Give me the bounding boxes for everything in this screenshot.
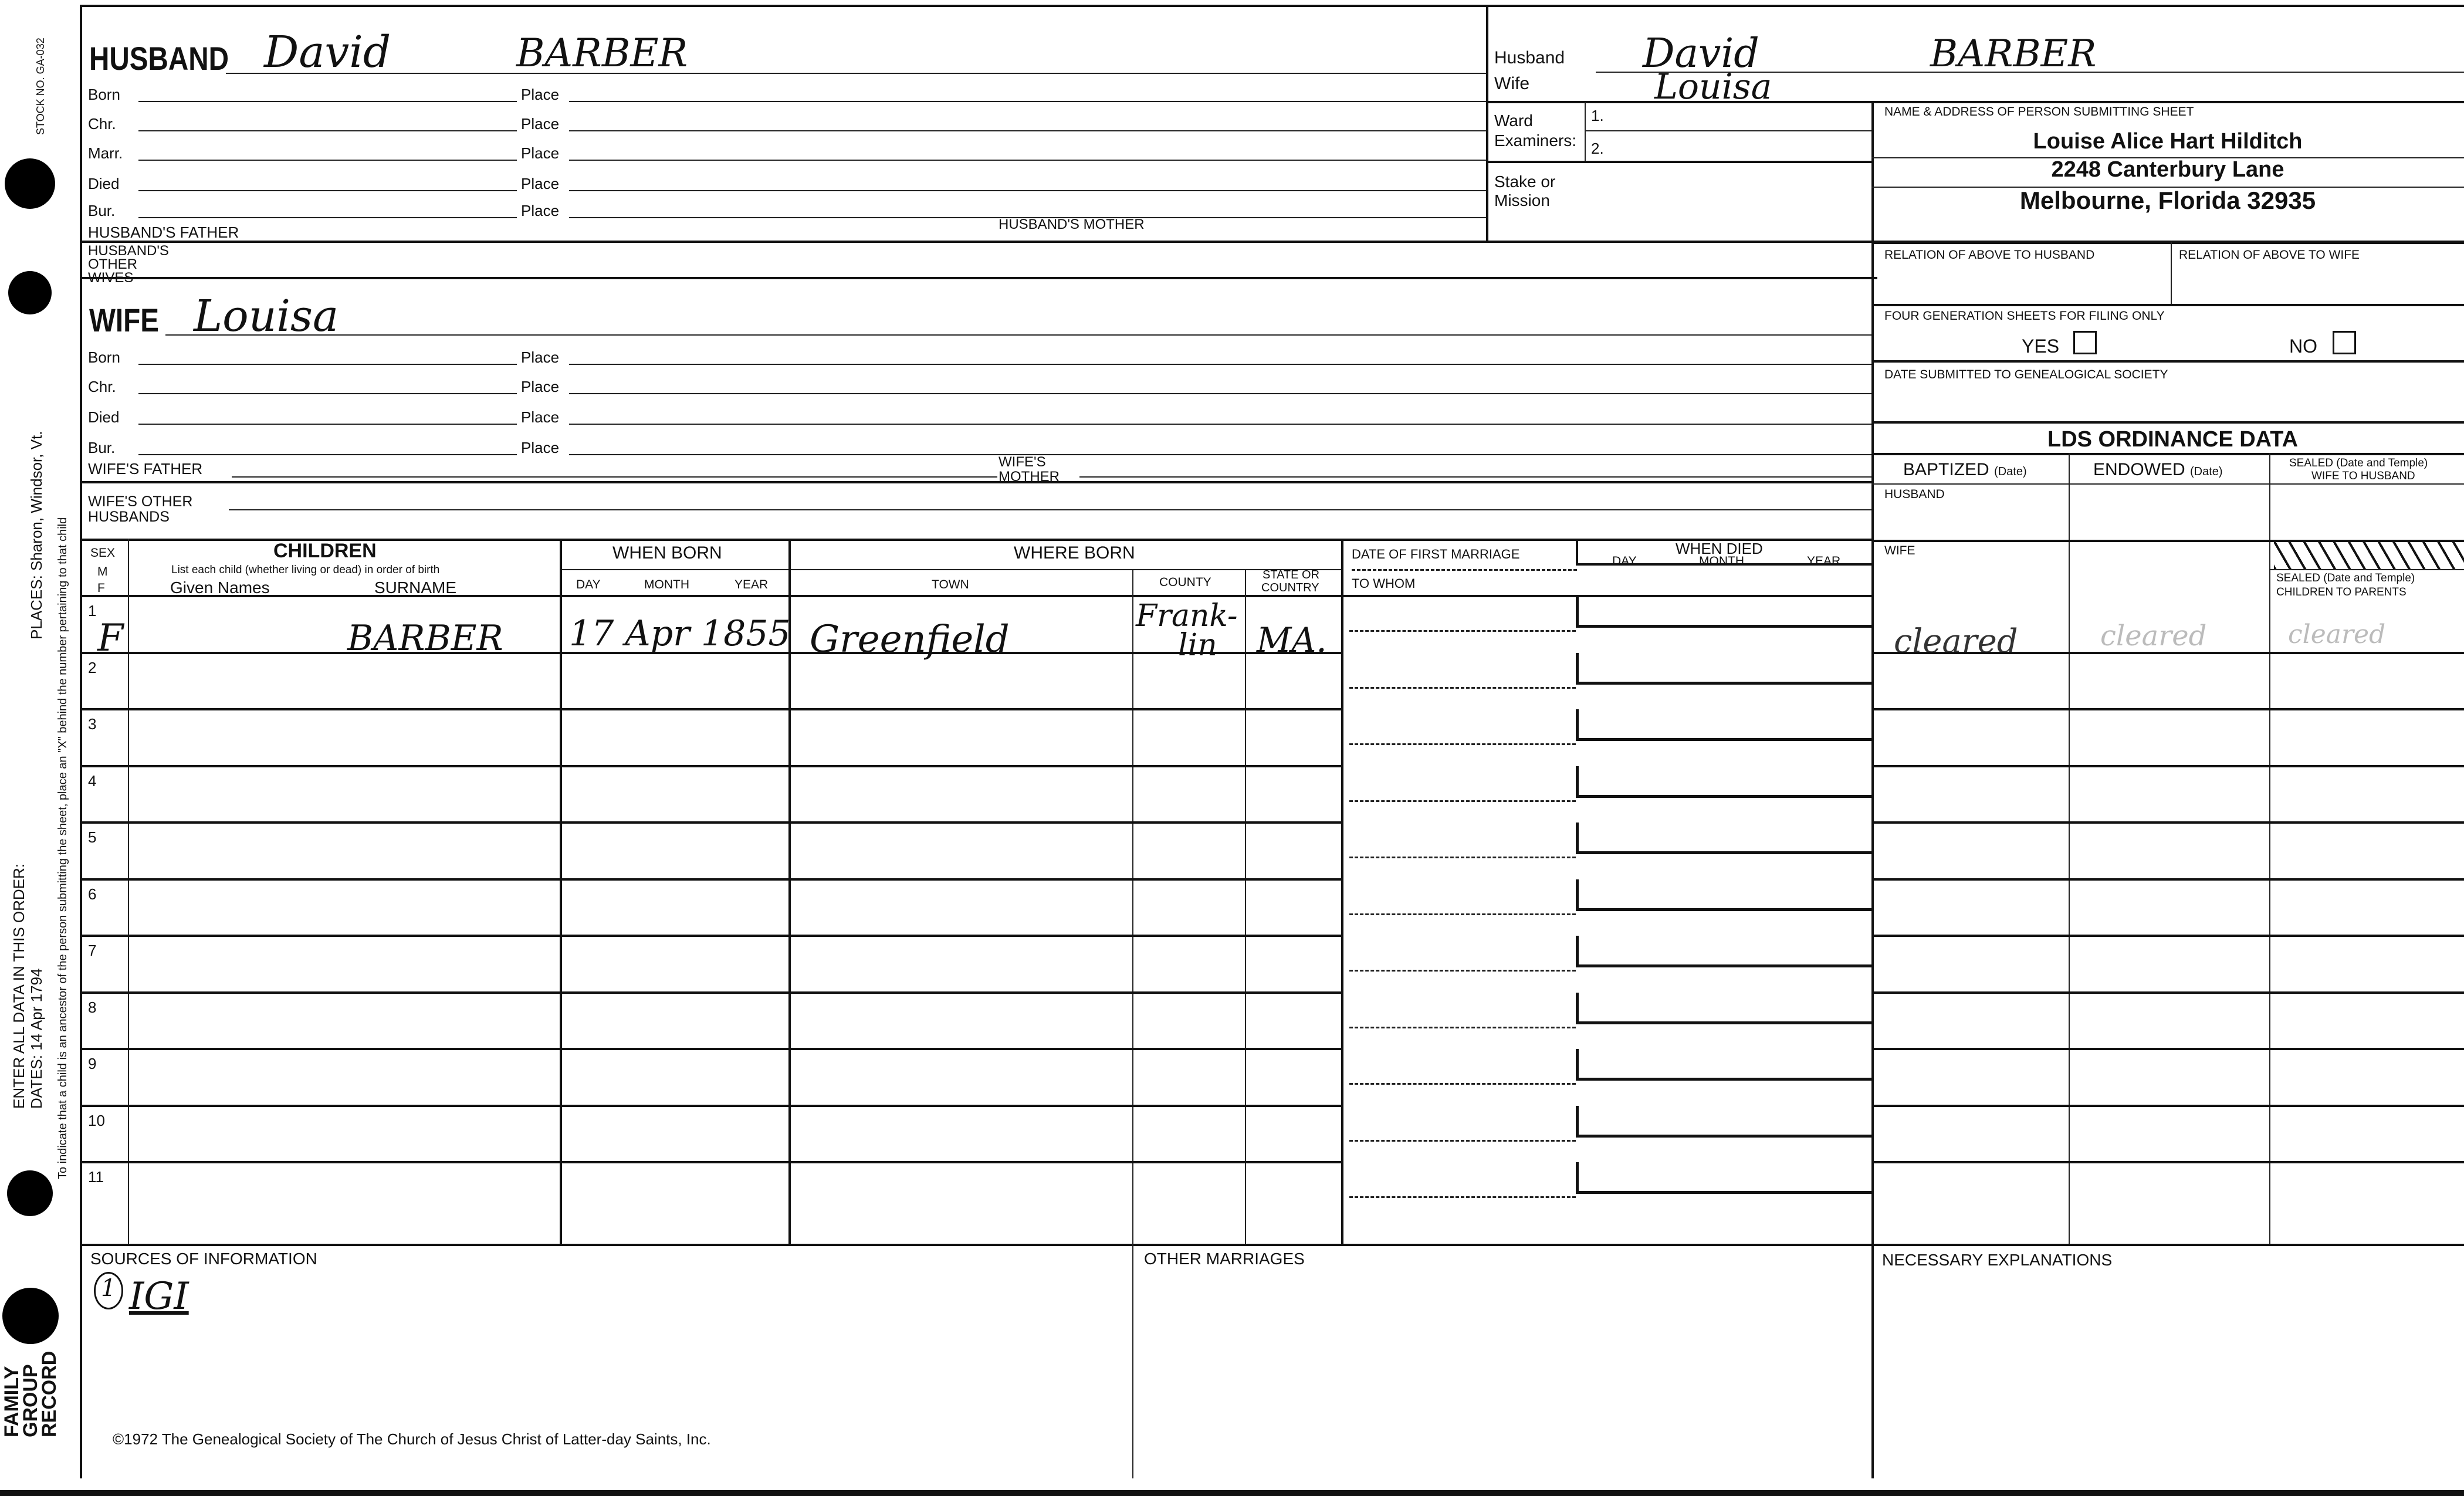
child1-state: MA. [1257,620,1327,660]
lds-row-separator [1871,1161,2464,1163]
lds-child1-baptized: cleared [1894,622,2018,661]
lds-sealed-wife-b: WIFE TO HUSBAND [2311,470,2415,482]
wife-label: WIFE [89,302,159,339]
husband-marr-label: Marr. [88,144,123,162]
other-marriages-divider [1132,1244,1133,1478]
submitter-line-2 [1871,187,2464,188]
four-gen-label: FOUR GENERATION SHEETS FOR FILING ONLY [1884,309,2165,323]
child-row-number: 6 [88,885,97,903]
punch-hole-1 [5,158,55,209]
submitter-name: Louise Alice Hart Hilditch [2033,129,2303,154]
places-line: PLACES: Sharon, Windsor, Vt. [28,431,45,639]
child-died-bracket [1576,653,1871,685]
sources-label: SOURCES OF INFORMATION [90,1250,317,1268]
lds-hatched-cell [2274,542,2464,569]
lds-row-separator [1871,708,2464,710]
wife-born-place-label: Place [521,348,560,366]
child-died-bracket [1576,1106,1871,1138]
dates-line: DATES: 14 Apr 1794 [28,968,45,1109]
relation-wife-label: RELATION OF ABOVE TO WIFE [2179,248,2360,262]
child-row-number: 4 [88,771,97,790]
wife-father-label: WIFE'S FATHER [88,460,203,478]
lds-title: LDS ORDINANCE DATA [2047,427,2299,452]
submitter-bottom [1871,242,2464,244]
relation-husband-label: RELATION OF ABOVE TO HUSBAND [1884,248,2095,262]
child-row-number: 7 [88,942,97,959]
child-marriage-whom-dash [1349,1083,1576,1085]
col-died-day: DAY [1612,554,1637,568]
child-died-bracket [1576,936,1871,967]
wife-father-bottom [80,481,1871,483]
wife-died-place-label: Place [521,408,560,426]
lds-child1-endowed: cleared [2100,620,2207,652]
child-marriage-whom-dash [1349,1140,1576,1142]
col-born-day: DAY [576,578,601,591]
wife-other-husbands-line [229,509,1871,510]
col-sex-label: SEX [90,546,116,560]
lds-baptized-text: BAPTIZED [1903,460,1989,479]
husband-surname: BARBER [516,31,688,76]
four-gen-no-checkbox[interactable] [2333,331,2356,354]
child-died-bracket [1576,766,1871,798]
wife-father-line [232,476,997,478]
lds-sealed-wife-a: SEALED (Date and Temple) [2289,457,2428,469]
other-marriages-label: OTHER MARRIAGES [1144,1250,1305,1268]
col-line-children [560,539,562,1244]
child-marriage-whom-dash [1349,857,1576,858]
child-row-separator [80,821,1341,824]
died-header-box [1576,539,1871,566]
husband-born-line [138,101,517,102]
husband-mother-label: HUSBAND'S MOTHER [999,216,1145,232]
tr-ward-label: Ward [1494,111,1533,130]
child-row-number: 5 [88,828,97,846]
lds-title-bottom [1871,453,2464,455]
child-marriage-whom-dash [1349,1027,1576,1028]
lds-endowed-label [2093,461,2223,479]
punch-hole-4 [2,1288,59,1344]
wife-chr-line [138,393,517,394]
four-gen-bottom [1871,360,2464,363]
child-row-number: 10 [88,1111,105,1129]
husband-chr-place-label: Place [521,115,560,133]
wife-mother-line [1079,476,1871,478]
col-died-month: MONTH [1699,554,1744,568]
child-died-bracket [1576,823,1871,854]
wife-other-husbands-label: WIFE'S OTHER HUSBANDS [88,493,193,526]
tr-examiner-2: 2. [1591,140,1604,157]
child-row-number: 9 [88,1055,97,1072]
lds-child1-sealed: cleared [2288,620,2386,649]
tr-examiners-bottom [1486,161,1871,163]
tr-wife-bottom [1486,101,2464,103]
wife-chr-label: Chr. [88,378,116,395]
submitter-city: Melbourne, Florida 32935 [2019,187,2316,214]
lds-husband-label: HUSBAND [1884,488,1945,501]
col-born-month: MONTH [644,578,689,591]
wife-name-line [165,334,1871,336]
husband-died-place-label: Place [521,175,560,192]
child-row-separator [80,878,1341,881]
tr-wife-label: Wife [1494,74,1529,93]
necessary-explanations-label: NECESSARY EXPLANATIONS [1882,1251,2113,1269]
husband-other-wives-label: HUSBAND'S OTHER WIVES [88,243,169,286]
form-title-family: FAMILY [1,1366,23,1437]
four-gen-yes-checkbox[interactable] [2073,331,2097,354]
child1-county-a: Frank- [1136,598,1238,634]
husband-bur-place-label: Place [521,202,560,219]
husband-marr-place-label: Place [521,144,560,162]
children-table-bottom [80,1244,2464,1246]
husband-name-line [226,73,1486,74]
wife-bur-place-line [569,454,1871,455]
child-row-separator [80,765,1341,767]
tr-examiner-1-line [1586,130,1871,131]
lds-row-separator [1871,652,2464,654]
husband-born-place-line [569,101,1486,102]
child-row-number: 1 [88,602,97,620]
lds-sealed-children-a: SEALED (Date and Temple) [2276,572,2415,584]
copyright-text: ©1972 The Genealogical Society of The Church of Jesus Christ of Latter-day Saints, Inc. [113,1430,711,1448]
submitter-street: 2248 Canterbury Lane [2051,157,2284,182]
child-marriage-whom-dash [1349,1196,1576,1198]
col-where-born: WHERE BORN [1014,543,1135,563]
tr-stake-label: Stake or Mission [1494,172,1556,210]
husband-bur-label: Bur. [88,202,116,219]
frame-left [80,5,82,1478]
col-born-year: YEAR [735,578,769,591]
col-state-a: STATE OR [1263,568,1320,581]
child1-town: Greenfield [810,618,1010,661]
child-row-separator [80,1048,1341,1050]
right-column-left [1871,101,1874,1478]
husband-chr-place-line [569,130,1486,131]
child-marriage-whom-dash [1349,743,1576,745]
child-marriage-whom-dash [1349,800,1576,802]
husband-label: HUSBAND [89,40,229,77]
husband-died-label: Died [88,175,120,192]
wife-bur-place-label: Place [521,439,560,456]
punch-hole-2 [8,271,52,314]
date-submitted-bottom [1871,421,2464,424]
four-gen-no-label: NO [2289,336,2317,357]
child-row-number: 11 [88,1168,104,1186]
col-line-county [1245,569,1246,1244]
col-county: COUNTY [1159,576,1211,589]
child-row-separator [80,991,1341,994]
date-submitted-label: DATE SUBMITTED TO GENEALOGICAL SOCIETY [1884,368,2168,381]
wife-bur-label: Bur. [88,439,116,456]
form-title-group: GROUP [19,1364,42,1437]
col-sex-f: F [97,581,105,595]
lds-hatched-bottom [2269,569,2464,570]
relation-divider [2171,242,2172,304]
four-gen-yes-label: YES [2022,336,2060,357]
wife-died-line [138,424,517,425]
wife-died-place-line [569,424,1871,425]
husband-born-place-label: Place [521,86,560,103]
wife-died-label: Died [88,408,120,426]
child-row-number: 8 [88,998,97,1016]
col-sex-m: M [97,565,108,578]
col-state-b: COUNTRY [1261,581,1319,594]
lds-endowed-text: ENDOWED [2093,460,2185,479]
enter-order-line: ENTER ALL DATA IN THIS ORDER: [10,863,28,1109]
lds-col-divider-1 [2069,453,2070,1246]
husband-died-place-line [569,190,1486,191]
lds-endowed-date: (Date) [2190,465,2223,478]
col-surname: SURNAME [374,578,457,597]
punch-hole-3 [7,1170,53,1216]
col-died-year: YEAR [1807,554,1841,568]
child1-born: 17 Apr 1855 [569,613,791,654]
wife-chr-place-label: Place [521,378,560,395]
frame-top [80,5,2464,7]
tr-examiners-label: Examiners: [1494,131,1577,150]
child-died-bracket [1576,993,1871,1024]
husband-chr-label: Chr. [88,115,116,133]
col-to-whom: TO WHOM [1352,576,1416,591]
child-died-bracket [1576,709,1871,741]
husband-born-label: Born [88,86,120,103]
wife-born-place-line [569,364,1871,365]
wife-bur-line [138,454,517,455]
husband-marr-place-line [569,160,1486,161]
col-children-label: CHILDREN [273,540,377,562]
col-when-died: WHEN DIED [1676,540,1763,557]
form-title-record: RECORD [38,1351,60,1437]
lds-row-separator [1871,935,2464,937]
ancestor-instruction: To indicate that a child is an ancestor of the person submitting the sheet, place an "X" behind the number pertaining to that child [56,517,69,1179]
stock-number: STOCK NO. GA-032 [35,38,46,135]
lds-row-separator [1871,1105,2464,1107]
wife-given-name: Louisa [194,291,339,341]
lds-row-separator [1871,991,2464,994]
col-given-names: Given Names [170,578,270,597]
lds-row-separator [1871,765,2464,767]
tr-examiner-1: 1. [1591,107,1604,124]
child-marriage-whom-dash [1349,913,1576,915]
tr-husband-label: Husband [1494,48,1565,67]
sources-mark-number: 1 [101,1275,116,1302]
child-row-separator [80,1161,1341,1163]
sources-value: IGI [129,1275,189,1318]
submitter-line-1 [1871,157,2464,158]
child-row-separator [80,708,1341,710]
wife-mother-label: WIFE'S MOTHER [999,454,1060,485]
husband-bur-line [138,217,517,218]
husband-died-line [138,190,517,191]
lds-wife-label: WIFE [1884,544,1915,557]
col-line-where-born [1341,539,1343,1244]
tr-husband-given: David [1643,31,1759,77]
husband-father-label: HUSBAND'S FATHER [88,224,239,241]
when-born-subline [560,569,788,570]
child-died-bracket [1576,879,1871,911]
col-first-marriage-dash [1352,569,1577,571]
child-died-bracket [1576,596,1871,628]
child-row-number: 3 [88,715,97,733]
child-row-separator [80,1105,1341,1107]
lds-sealed-children-b: CHILDREN TO PARENTS [2276,586,2407,598]
lds-row-separator [1871,821,2464,824]
husband-given-name: David [264,27,391,77]
husband-marr-line [138,160,517,161]
child-marriage-whom-dash [1349,687,1576,689]
husband-section-bottom [80,277,1877,279]
child-marriage-whom-dash [1349,970,1576,972]
wife-chr-place-line [569,393,1871,394]
lds-baptized-date: (Date) [1994,465,2027,478]
child-row-separator [80,935,1341,937]
child-died-bracket [1576,1049,1871,1081]
frame-bottom [0,1490,2464,1496]
lds-row-separator [1871,878,2464,881]
col-children-instruction: List each child (whether living or dead) in order of birth [171,564,440,576]
lds-baptized-label [1903,461,2027,479]
child-row-separator [80,652,1341,654]
child-died-bracket [1576,1162,1871,1194]
relation-bottom [1871,304,2464,306]
col-line-town [1132,569,1133,1244]
child1-county-b: lin [1178,628,1217,663]
lds-col-divider-2 [2269,453,2270,1246]
col-first-marriage: DATE OF FIRST MARRIAGE [1352,547,1520,561]
wife-born-line [138,364,517,365]
wife-born-label: Born [88,348,120,366]
where-born-subline [788,569,1341,570]
col-when-born: WHEN BORN [612,543,722,563]
submitter-heading: NAME & ADDRESS OF PERSON SUBMITTING SHEET [1884,105,2194,119]
col-town: TOWN [932,578,969,591]
top-right-box-left [1486,5,1488,241]
husband-chr-line [138,130,517,131]
lds-header-bottom [1871,483,2464,485]
tr-husband-surname: BARBER [1930,32,2097,76]
tr-wife-given: Louisa [1654,66,1772,107]
child1-surname: BARBER [347,618,503,659]
tr-examiners-divider [1585,102,1586,161]
child-row-number: 2 [88,658,97,676]
col-line-sex [128,539,129,1244]
child1-sex: F [97,617,124,660]
child-marriage-whom-dash [1349,630,1576,632]
lds-row-separator [1871,1048,2464,1050]
